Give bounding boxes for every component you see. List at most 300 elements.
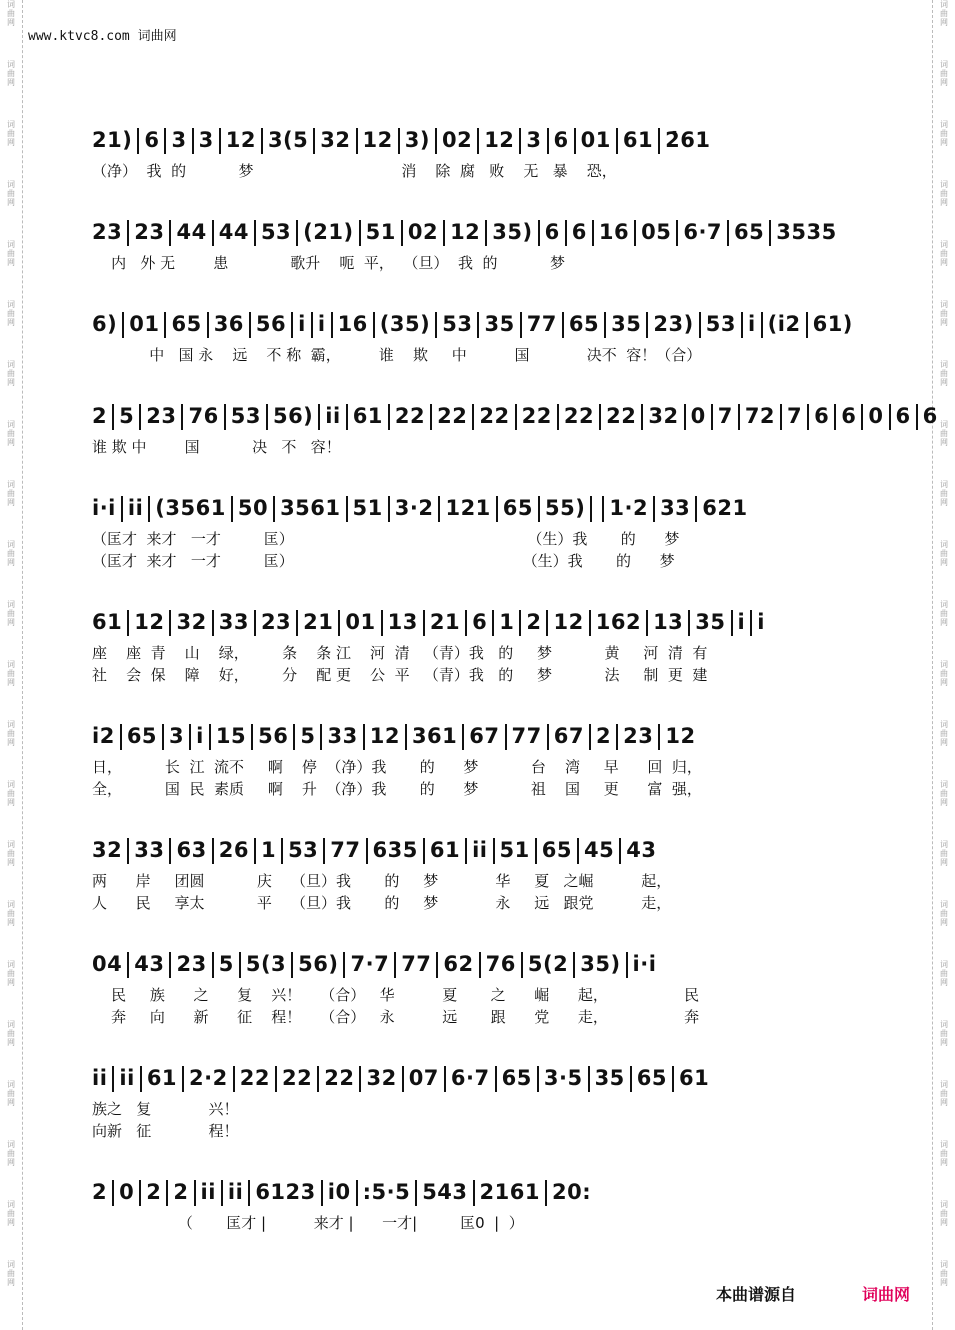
bar-line xyxy=(231,496,233,522)
measure: ii xyxy=(127,496,144,520)
lyric-line: 奔 向 新 征 程！ （合） 永 远 跟 党 走， 奔 xyxy=(92,1008,700,1026)
measure: 61 xyxy=(146,1066,178,1090)
bar-line xyxy=(599,404,601,430)
bar-line xyxy=(807,404,809,430)
watermark-text: 词 曲 网 xyxy=(940,300,948,327)
watermark-text: 词 曲 网 xyxy=(940,60,948,87)
measure: 6 xyxy=(144,128,160,152)
watermark-text: 词 曲 网 xyxy=(940,780,948,807)
bar-line xyxy=(398,128,400,154)
notation-line xyxy=(92,724,862,756)
measure: 3) xyxy=(404,128,430,152)
bar-line xyxy=(127,952,129,978)
measure: 2161 xyxy=(479,1180,540,1204)
lyric-line: 族之 复 兴！ xyxy=(92,1100,239,1118)
measure: 65 xyxy=(502,496,534,520)
measure: 61) xyxy=(812,312,853,336)
bar-line xyxy=(589,724,591,750)
bar-line xyxy=(477,312,479,338)
bar-line xyxy=(727,220,729,246)
lyric-line: 民 族 之 复 兴！ （合） 华 夏 之 崛 起， 民 xyxy=(92,986,700,1004)
watermark-text: 词 曲 网 xyxy=(940,420,948,447)
lyric-line: 座 座 青 山 绿， 条 条 江 河 清 （青）我 的 梦 黄 河 清 有 xyxy=(92,644,708,662)
watermark-text: 词 曲 网 xyxy=(7,720,15,747)
measure: 53 xyxy=(288,838,319,862)
bar-line xyxy=(122,312,124,338)
score-system xyxy=(92,724,862,800)
watermark-text: 词 曲 网 xyxy=(7,960,15,987)
bar-line xyxy=(750,610,752,636)
watermark-text: 词 曲 网 xyxy=(940,1200,948,1227)
bar-line xyxy=(557,404,559,430)
measure: 22 xyxy=(281,1066,313,1090)
bar-line xyxy=(495,1066,497,1092)
lyric-line: （ 匡才 | 来才 | 一才| 匡0 | ） xyxy=(92,1214,524,1232)
measure: 72 xyxy=(744,404,776,428)
bar-line xyxy=(602,496,604,522)
watermark-text: 词 曲 网 xyxy=(940,180,948,207)
bar-line xyxy=(806,312,808,338)
measure: 43 xyxy=(134,952,165,976)
bar-line xyxy=(538,496,540,522)
measure: 26 xyxy=(218,838,249,862)
measure: 63 xyxy=(176,838,207,862)
bar-line xyxy=(212,838,214,864)
measure: (i2 xyxy=(767,312,801,336)
measure: 6 xyxy=(895,404,911,428)
bar-line xyxy=(731,610,733,636)
bar-line xyxy=(711,404,713,430)
bar-line xyxy=(311,312,313,338)
bar-line xyxy=(695,496,697,522)
bar-line xyxy=(209,724,211,750)
bar-line xyxy=(465,610,467,636)
measure: 3 xyxy=(526,128,542,152)
measure: 56) xyxy=(298,952,339,976)
bar-line xyxy=(741,312,743,338)
bar-line xyxy=(317,1066,319,1092)
bar-line xyxy=(423,838,425,864)
watermark-text: 词 曲 网 xyxy=(7,600,15,627)
bar-line xyxy=(505,724,507,750)
watermark-text: 词 曲 网 xyxy=(7,660,15,687)
bar-line xyxy=(212,952,214,978)
score-system xyxy=(92,220,862,274)
watermark-text: 词 曲 网 xyxy=(7,240,15,267)
lyric-line: （匡才 来才 一才 匡） （生）我 的 梦 xyxy=(92,552,675,570)
measure: 61 xyxy=(92,610,123,634)
measure: 65 xyxy=(568,312,600,336)
bar-line xyxy=(112,1180,114,1206)
bar-line xyxy=(738,404,740,430)
watermark-text: 词 曲 网 xyxy=(7,60,15,87)
bar-line xyxy=(538,220,540,246)
watermark-text: 词 曲 网 xyxy=(7,0,15,27)
bar-line xyxy=(249,312,251,338)
measure: 53 xyxy=(230,404,261,428)
measure: 6 xyxy=(553,128,569,152)
bar-line xyxy=(537,1066,539,1092)
measure: 16 xyxy=(598,220,630,244)
page-border-right xyxy=(932,0,933,1330)
measure: 33 xyxy=(218,610,249,634)
lyric-line: 向新 征 程！ xyxy=(92,1122,239,1140)
bar-line xyxy=(769,220,771,246)
measure: 12 xyxy=(665,724,696,748)
bar-line xyxy=(140,1066,142,1092)
bar-line xyxy=(169,220,171,246)
bar-line xyxy=(273,496,275,522)
bar-line xyxy=(834,404,836,430)
score-system xyxy=(92,496,862,572)
bar-line xyxy=(699,312,701,338)
lyric-line: 两 岸 团圆 庆 （旦）我 的 梦 华 夏 之崛 起， xyxy=(92,872,672,890)
measure: i0 xyxy=(327,1180,351,1204)
bar-line xyxy=(112,404,114,430)
bar-line xyxy=(590,496,592,522)
measure: 35 xyxy=(594,1066,625,1090)
bar-line xyxy=(577,838,579,864)
measure: 01 xyxy=(345,610,376,634)
bar-line xyxy=(251,724,253,750)
bar-line xyxy=(162,724,164,750)
page-border-left xyxy=(22,0,23,1330)
measure: 53 xyxy=(260,220,292,244)
bar-line xyxy=(233,1066,235,1092)
measure: 6 xyxy=(544,220,560,244)
measure: 61 xyxy=(429,838,461,862)
watermark-text: 词 曲 网 xyxy=(940,1080,948,1107)
measure: 51 xyxy=(499,838,530,862)
bar-line xyxy=(313,128,315,154)
measure: 162 xyxy=(595,610,642,634)
bar-line xyxy=(388,496,390,522)
watermark-text: 词 曲 网 xyxy=(940,240,948,267)
measure: 56) xyxy=(272,404,314,428)
measure: 3 xyxy=(198,128,214,152)
measure: 65 xyxy=(734,220,765,244)
watermark-text: 词 曲 网 xyxy=(940,600,948,627)
measure: 44 xyxy=(176,220,207,244)
measure: 2 xyxy=(92,1180,108,1204)
measure: 3(5 xyxy=(267,128,309,152)
bar-line xyxy=(121,496,123,522)
bar-line xyxy=(320,724,322,750)
measure: 3·5 xyxy=(543,1066,583,1090)
measure: 121 xyxy=(445,496,491,520)
bar-line xyxy=(212,220,214,246)
measure: 22 xyxy=(239,1066,270,1090)
watermark-text: 词 曲 网 xyxy=(940,660,948,687)
measure: 0 xyxy=(868,404,884,428)
bar-line xyxy=(889,404,891,430)
bar-line xyxy=(520,312,522,338)
bar-line xyxy=(438,496,440,522)
watermark-text: 词 曲 网 xyxy=(7,180,15,207)
bar-line xyxy=(435,312,437,338)
notation-line xyxy=(92,220,862,252)
measure: 21 xyxy=(303,610,334,634)
measure: (35) xyxy=(379,312,431,336)
measure: ii xyxy=(92,1066,108,1090)
bar-line xyxy=(592,220,594,246)
measure: 77 xyxy=(401,952,432,976)
measure: 2 xyxy=(92,404,108,428)
bar-line xyxy=(616,128,618,154)
score-system xyxy=(92,838,862,914)
measure: 61 xyxy=(622,128,654,152)
watermark-text: 词 曲 网 xyxy=(7,1260,15,1287)
watermark-text: 词 曲 网 xyxy=(940,900,948,927)
watermark-text: 词 曲 网 xyxy=(940,0,948,27)
measure: 04 xyxy=(92,952,123,976)
bar-line xyxy=(430,404,432,430)
lyric-line: 全， 国 民 素质 啊 升 （净）我 的 梦 祖 国 更 富 强， xyxy=(92,780,702,798)
bar-line xyxy=(363,724,365,750)
bar-line xyxy=(169,838,171,864)
bar-line xyxy=(388,404,390,430)
watermark-text: 词 曲 网 xyxy=(940,540,948,567)
bar-line xyxy=(359,1066,361,1092)
bar-line xyxy=(182,1066,184,1092)
bar-line xyxy=(521,952,523,978)
measure: 621 xyxy=(702,496,748,520)
bar-line xyxy=(565,220,567,246)
bar-line xyxy=(547,128,549,154)
watermark-text: 词 曲 网 xyxy=(940,120,948,147)
measure: 13 xyxy=(653,610,684,634)
bar-line xyxy=(653,496,655,522)
measure: 76 xyxy=(485,952,516,976)
score-system xyxy=(92,1066,862,1142)
bar-line xyxy=(254,610,256,636)
measure: 1 xyxy=(260,838,277,862)
bar-line xyxy=(112,1066,114,1092)
measure: 22 xyxy=(521,404,552,428)
measure: 55) xyxy=(545,496,586,520)
bar-line xyxy=(465,838,467,864)
measure: 56 xyxy=(258,724,289,748)
measure: 56 xyxy=(255,312,287,336)
measure: 16 xyxy=(337,312,368,336)
bar-line xyxy=(164,312,166,338)
measure: 77 xyxy=(330,838,361,862)
bar-line xyxy=(658,724,660,750)
bar-line xyxy=(462,724,464,750)
lyric-line: 谁 欺 中 国 决 不 容！ xyxy=(92,438,341,456)
notation-line xyxy=(92,128,862,160)
bar-line xyxy=(401,220,403,246)
notation-line xyxy=(92,404,938,436)
bar-line xyxy=(479,952,481,978)
measure: 5(3 xyxy=(245,952,287,976)
measure: 67 xyxy=(553,724,584,748)
bar-line xyxy=(496,496,498,522)
bar-line xyxy=(676,220,678,246)
bar-line xyxy=(321,1180,323,1206)
score-system xyxy=(92,312,862,366)
bar-line xyxy=(331,312,333,338)
notation-line xyxy=(92,312,862,344)
bar-line xyxy=(323,838,325,864)
measure: 5(2 xyxy=(527,952,569,976)
score-system xyxy=(92,952,862,1028)
bar-line xyxy=(356,128,358,154)
bar-line xyxy=(604,312,606,338)
watermark-text: 词 曲 网 xyxy=(940,1260,948,1287)
measure: 02 xyxy=(407,220,439,244)
measure: 35 xyxy=(611,312,642,336)
bar-line xyxy=(127,610,129,636)
measure: 33 xyxy=(660,496,691,520)
bar-line xyxy=(346,404,348,430)
notation-line xyxy=(92,1180,862,1212)
bar-line xyxy=(616,724,618,750)
bar-line xyxy=(148,496,150,522)
bar-line xyxy=(254,220,256,246)
bar-line xyxy=(519,128,521,154)
watermark-text: 词 曲 网 xyxy=(940,1020,948,1047)
measure: i xyxy=(196,724,204,748)
bar-line xyxy=(641,404,643,430)
lyric-line: 中 国 永 远 不 称 霸， 谁 欺 中 国 决不 容！（合） xyxy=(92,346,702,364)
measure: 22 xyxy=(324,1066,355,1090)
measure: 6 xyxy=(571,220,587,244)
measure: 12 xyxy=(369,724,400,748)
notation-line xyxy=(92,952,862,984)
watermark-text: 词 曲 网 xyxy=(7,1020,15,1047)
bar-line xyxy=(436,952,438,978)
bar-line xyxy=(780,404,782,430)
lyric-line: （净） 我 的 梦 消 除 腐 败 无 暴 恐， xyxy=(92,162,617,180)
bar-line xyxy=(291,312,293,338)
footer-site-link[interactable]: 词曲网 xyxy=(862,1285,911,1304)
measure: 22 xyxy=(479,404,510,428)
bar-line xyxy=(166,1180,168,1206)
bar-line xyxy=(547,724,549,750)
bar-line xyxy=(394,952,396,978)
lyric-line: 日， 长 江 流不 啊 停 （净）我 的 梦 台 湾 早 回 归， xyxy=(92,758,702,776)
measure: 15 xyxy=(215,724,247,748)
bar-line xyxy=(658,128,660,154)
measure: 35) xyxy=(580,952,621,976)
bar-line xyxy=(261,128,263,154)
bar-line xyxy=(443,220,445,246)
lyric-line: 人 民 享太 平 （旦）我 的 梦 永 远 跟党 走， xyxy=(92,894,672,912)
bar-line xyxy=(224,404,226,430)
bar-line xyxy=(405,724,407,750)
bar-line xyxy=(381,610,383,636)
footer-source-label: 本曲谱源自 xyxy=(716,1285,797,1304)
left-watermark-strip xyxy=(2,0,20,1320)
measure: 22 xyxy=(437,404,468,428)
bar-line xyxy=(366,838,368,864)
measure: 5 xyxy=(119,404,135,428)
measure: 23 xyxy=(623,724,654,748)
measure: 05 xyxy=(641,220,672,244)
measure: ii xyxy=(119,1066,135,1090)
bar-line xyxy=(545,1180,547,1206)
bar-line xyxy=(164,128,166,154)
bar-line xyxy=(296,610,298,636)
measure: 23 xyxy=(260,610,292,634)
bar-line xyxy=(281,838,283,864)
measure: 361 xyxy=(411,724,458,748)
bar-line xyxy=(373,312,375,338)
measure: 6 xyxy=(472,610,488,634)
measure: 22 xyxy=(563,404,595,428)
bar-line xyxy=(189,724,191,750)
measure: 6123 xyxy=(255,1180,316,1204)
measure: 7·7 xyxy=(350,952,390,976)
watermark-text: 词 曲 网 xyxy=(7,300,15,327)
measure: (3561 xyxy=(155,496,226,520)
measure: 36 xyxy=(213,312,244,336)
bar-line xyxy=(472,404,474,430)
bar-line xyxy=(346,496,348,522)
watermark-text: 词 曲 网 xyxy=(940,840,948,867)
measure: 0 xyxy=(690,404,706,428)
measure: 7 xyxy=(787,404,803,428)
measure: 62 xyxy=(443,952,474,976)
measure: 3·2 xyxy=(394,496,434,520)
bar-line xyxy=(415,1180,417,1206)
bar-line xyxy=(646,312,648,338)
lyric-line: 社 会 保 障 好， 分 配 更 公 平 （青）我 的 梦 法 制 更 建 xyxy=(92,666,708,684)
measure: 22 xyxy=(394,404,426,428)
bar-line xyxy=(634,220,636,246)
measure: i xyxy=(737,610,746,634)
site-header[interactable]: www.ktvc8.com 词曲网 xyxy=(28,29,177,44)
bar-line xyxy=(181,404,183,430)
measure: 23 xyxy=(134,220,165,244)
measure: 12 xyxy=(225,128,256,152)
bar-line xyxy=(573,952,575,978)
measure: 51 xyxy=(365,220,396,244)
measure: 2 xyxy=(173,1180,189,1204)
measure: i2 xyxy=(92,724,115,748)
bar-line xyxy=(546,610,548,636)
bar-line xyxy=(473,1180,475,1206)
measure: 44 xyxy=(218,220,249,244)
bar-line xyxy=(275,1066,277,1092)
measure: 76 xyxy=(188,404,219,428)
bar-line xyxy=(485,220,487,246)
watermark-text: 词 曲 网 xyxy=(7,1080,15,1107)
measure: 2·2 xyxy=(189,1066,228,1090)
measure: 0 xyxy=(119,1180,135,1204)
bar-line xyxy=(169,610,171,636)
bar-line xyxy=(139,1180,141,1206)
measure: 12 xyxy=(362,128,393,152)
measure: 53 xyxy=(442,312,473,336)
measure: 12 xyxy=(553,610,584,634)
measure: 13 xyxy=(387,610,418,634)
measure: 1 xyxy=(499,610,515,634)
bar-line xyxy=(169,952,171,978)
watermark-text: 词 曲 网 xyxy=(7,840,15,867)
measure: :5·5 xyxy=(362,1180,411,1204)
bar-line xyxy=(630,1066,632,1092)
bar-line xyxy=(684,404,686,430)
measure: 3 xyxy=(171,128,187,152)
measure: 3561 xyxy=(280,496,341,520)
measure: i·i xyxy=(632,952,657,976)
measure: 23 xyxy=(176,952,207,976)
bar-line xyxy=(139,404,141,430)
measure: 6·7 xyxy=(450,1066,490,1090)
measure: 12 xyxy=(450,220,481,244)
